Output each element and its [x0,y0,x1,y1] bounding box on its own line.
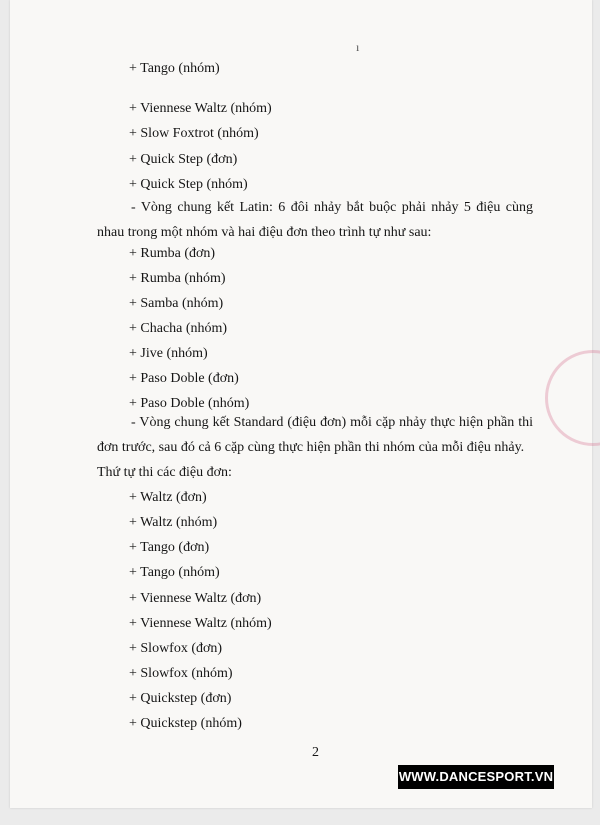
list-item: + Viennese Waltz (nhóm) [129,616,272,631]
list-item: + Rumba (đơn) [129,246,216,261]
order-heading: Thứ tự thi các điệu đơn: [97,465,232,480]
standard-final-paragraph: - Vòng chung kết Standard (điệu đơn) mỗi cặp nhảy thực hiện phần thi đơn trước, sau đó cả 6 cặp cùng thực hiện phần thi nhóm của mỗi điệu nhảy. [97,415,533,455]
scan-mark: ı [356,40,360,54]
list-item: + Rumba (nhóm) [129,271,226,286]
page-number: 2 [312,745,319,760]
list-item: + Quick Step (đơn) [129,152,238,167]
latin-final-paragraph: - Vòng chung kết Latin: 6 đôi nhảy bắt buộc phải nhảy 5 điệu cùng nhau trong một nhóm và hai điệu đơn theo trình tự như sau: [97,200,533,240]
document-page [10,0,592,808]
list-item: + Slowfox (đơn) [129,641,223,656]
list-item: + Viennese Waltz (nhóm) [129,101,272,116]
list-item: + Quickstep (nhóm) [129,716,242,731]
list-item: + Slowfox (nhóm) [129,666,233,681]
list-item: + Waltz (đơn) [129,490,207,505]
watermark-badge: WWW.DANCESPORT.VN [398,765,554,789]
list-item: + Jive (nhóm) [129,346,208,361]
list-item: + Quick Step (nhóm) [129,177,248,192]
list-item: + Paso Doble (đơn) [129,371,239,386]
list-item: + Paso Doble (nhóm) [129,396,250,411]
list-item: + Viennese Waltz (đơn) [129,591,262,606]
list-item: + Tango (nhóm) [129,565,220,580]
list-item: + Quickstep (đơn) [129,691,232,706]
list-item: + Chacha (nhóm) [129,321,228,336]
list-item: + Waltz (nhóm) [129,515,218,530]
list-item: + Tango (đơn) [129,540,210,555]
list-item: + Samba (nhóm) [129,296,224,311]
list-item: + Slow Foxtrot (nhóm) [129,126,259,141]
list-item: + Tango (nhóm) [129,61,220,76]
